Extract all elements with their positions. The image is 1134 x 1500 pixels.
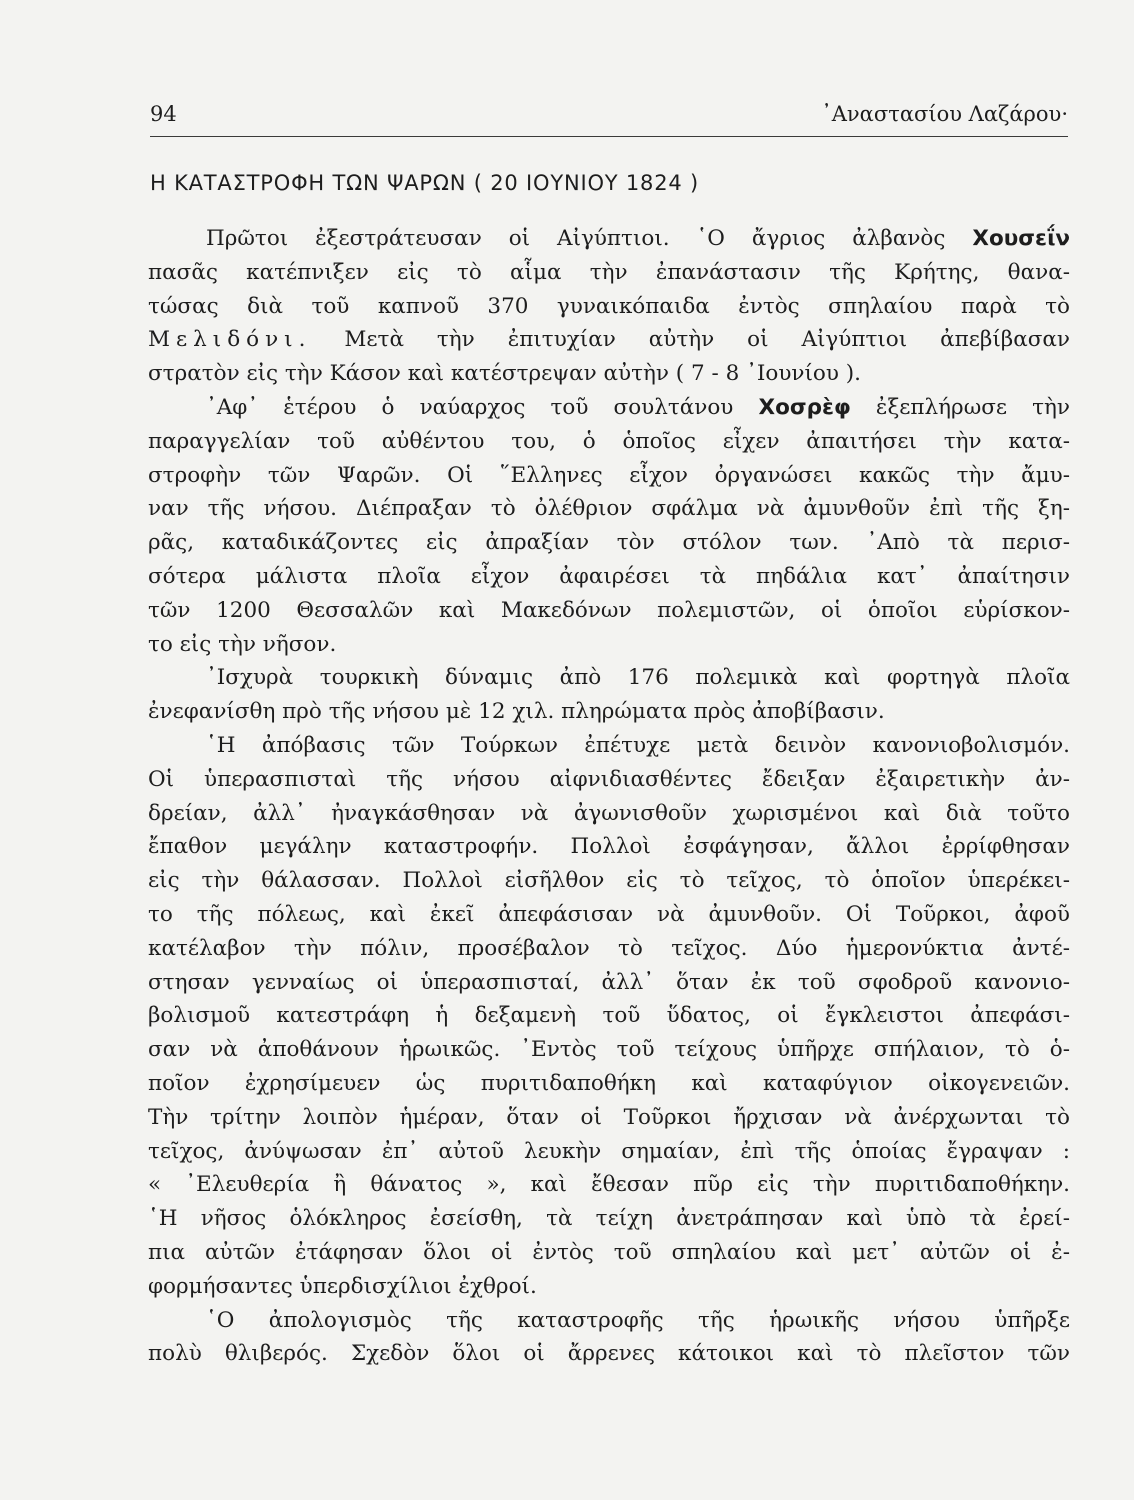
text-line: ναν τῆς νήσου. Διέπραξαν τὸ ὀλέθριον σφάλμα νὰ ἀμυνθοῦν ἐπὶ τῆς ξη-: [148, 496, 1070, 522]
text-line: ῾Η νῆσος ὁλόκληρος ἐσείσθη, τὰ τείχη ἀνετράπησαν καὶ ὑπὸ τὰ ἐρεί-: [148, 1206, 1070, 1232]
body-text: [148, 222, 1070, 1371]
text-line: στησαν γενναίως οἱ ὑπερασπισταί, ἀλλ᾿ ὅταν ἐκ τοῦ σφοδροῦ κανονιο-: [148, 969, 1070, 995]
text-line: πασᾶς κατέπνιξεν εἰς τὸ αἷμα τὴν ἐπανάστασιν τῆς Κρήτης, θανα-: [148, 259, 1070, 285]
text-line: Τὴν τρίτην λοιπὸν ἡμέραν, ὅταν οἱ Τοῦρκοι ἤρχισαν νὰ ἀνέρχωνται τὸ: [148, 1104, 1070, 1130]
text-line: εἰς τὴν θάλασσαν. Πολλοὶ εἰσῆλθον εἰς τὸ τεῖχος, τὸ ὁποῖον ὑπερέκει-: [148, 868, 1070, 894]
text-line: φορμήσαντες ὑπερδισχίλιοι ἐχθροί.: [148, 1273, 537, 1299]
text-line: ἐνεφανίσθη πρὸ τῆς νήσου μὲ 12 χιλ. πληρώματα πρὸς ἀποβίβασιν.: [148, 699, 885, 725]
running-head: ᾿Αναστασίου Λαζάρου·: [821, 102, 1068, 126]
section-title: Η ΚΑΤΑΣΤΡΟΦΗ ΤΩΝ ΨΑΡΩΝ ( 20 ΙΟΥΝΙΟΥ 1824 ): [150, 171, 699, 195]
text-line: κατέλαβον τὴν πόλιν, προσέβαλον τὸ τεῖχος. Δύο ἡμερονύκτια ἀντέ-: [148, 935, 1070, 961]
text-line: τῶν 1200 Θεσσαλῶν καὶ Μακεδόνων πολεμιστῶν, οἱ ὁποῖοι εὑρίσκον-: [148, 597, 1070, 623]
text-line: Οἱ ὑπερασπισταὶ τῆς νήσου αἰφνιδιασθέντες ἔδειξαν ἐξαιρετικὴν ἀν-: [148, 766, 1070, 792]
text-line: το τῆς πόλεως, καὶ ἐκεῖ ἀπεφάσισαν νὰ ἀμυνθοῦν. Οἱ Τοῦρκοι, ἀφοῦ: [148, 901, 1070, 927]
text-line: το εἰς τὴν νῆσον.: [148, 631, 337, 657]
page-header: [150, 98, 1068, 132]
page-number: 94: [150, 102, 177, 126]
header-rule: [150, 136, 1068, 137]
text-line: ᾿Ισχυρὰ τουρκικὴ δύναμις ἀπὸ 176 πολεμικὰ καὶ φορτηγὰ πλοῖα: [206, 665, 1070, 691]
text-line: « ᾿Ελευθερία ἢ θάνατος », καὶ ἔθεσαν πῦρ εἰς τὴν πυριτιδαποθήκην.: [148, 1172, 1070, 1198]
text-line: ποῖον ἐχρησίμευεν ὡς πυριτιδαποθήκη καὶ καταφύγιον οἰκογενειῶν.: [148, 1070, 1070, 1096]
place-melidoni: Μελιδόνι.: [148, 327, 312, 353]
text-line: σαν νὰ ἀποθάνουν ἡρωικῶς. ᾿Εντὸς τοῦ τείχους ὑπῆρχε σπήλαιον, τὸ ὁ-: [148, 1037, 1070, 1063]
text-line: τώσας διὰ τοῦ καπνοῦ 370 γυναικόπαιδα ἐντὸς σπηλαίου παρὰ τὸ: [148, 293, 1070, 319]
text-line: Μελιδόνι. Μετὰ τὴν ἐπιτυχίαν αὐτὴν οἱ Αἰγύπτιοι ἀπεβίβασαν: [148, 327, 1070, 353]
text-line: στροφὴν τῶν Ψαρῶν. Οἱ ῞Ελληνες εἶχον ὀργανώσει κακῶς τὴν ἄμυ-: [148, 462, 1070, 488]
text-line: πια αὐτῶν ἐτάφησαν ὅλοι οἱ ἐντὸς τοῦ σπηλαίου καὶ μετ᾿ αὐτῶν οἱ ἐ-: [148, 1239, 1070, 1265]
text-line: ἔπαθον μεγάλην καταστροφήν. Πολλοὶ ἐσφάγησαν, ἄλλοι ἐρρίφθησαν: [148, 834, 1070, 860]
text-line: βολισμοῦ κατεστράφη ἡ δεξαμενὴ τοῦ ὕδατος, οἱ ἔγκλειστοι ἀπεφάσι-: [148, 1003, 1070, 1029]
name-housein: Χουσεΐν: [972, 226, 1070, 251]
text-line: σότερα μάλιστα πλοῖα εἶχον ἀφαιρέσει τὰ πηδάλια κατ᾿ ἀπαίτησιν: [148, 563, 1070, 589]
name-hosref: Χοσρὲφ: [758, 394, 851, 420]
text-line: Πρῶτοι ἐξεστράτευσαν οἱ Αἰγύπτιοι. ῾Ο ἄγριος ἀλβανὸς Χουσεΐν: [206, 226, 1070, 251]
text-line: στρατὸν εἰς τὴν Κάσον καὶ κατέστρεψαν αὐτὴν ( 7 - 8 ᾿Ιουνίου ).: [148, 361, 861, 387]
text-line: τεῖχος, ἀνύψωσαν ἐπ᾿ αὐτοῦ λευκὴν σημαίαν, ἐπὶ τῆς ὁποίας ἔγραψαν :: [148, 1138, 1070, 1164]
text-line: ᾿Αφ᾿ ἑτέρου ὁ ναύαρχος τοῦ σουλτάνου Χοσρὲφ ἐξεπλήρωσε τὴν: [206, 394, 1071, 420]
text-line: δρείαν, ἀλλ᾿ ἠναγκάσθησαν νὰ ἀγωνισθοῦν χωρισμένοι καὶ διὰ τοῦτο: [148, 800, 1070, 826]
text-line: ῾Ο ἀπολογισμὸς τῆς καταστροφῆς τῆς ἡρωικῆς νήσου ὑπῆρξε: [206, 1307, 1070, 1333]
text-line: παραγγελίαν τοῦ αὐθέντου του, ὁ ὁποῖος εἶχεν ἀπαιτήσει τὴν κατα-: [148, 428, 1070, 454]
text-line: ῾Η ἀπόβασις τῶν Τούρκων ἐπέτυχε μετὰ δεινὸν κανονιοβολισμόν.: [206, 732, 1070, 758]
text-line: ρᾶς, καταδικάζοντες εἰς ἀπραξίαν τὸν στόλον των. ᾿Απὸ τὰ περισ-: [148, 530, 1070, 556]
text-line: πολὺ θλιβερός. Σχεδὸν ὅλοι οἱ ἄρρενες κάτοικοι καὶ τὸ πλεῖστον τῶν: [148, 1341, 1070, 1367]
